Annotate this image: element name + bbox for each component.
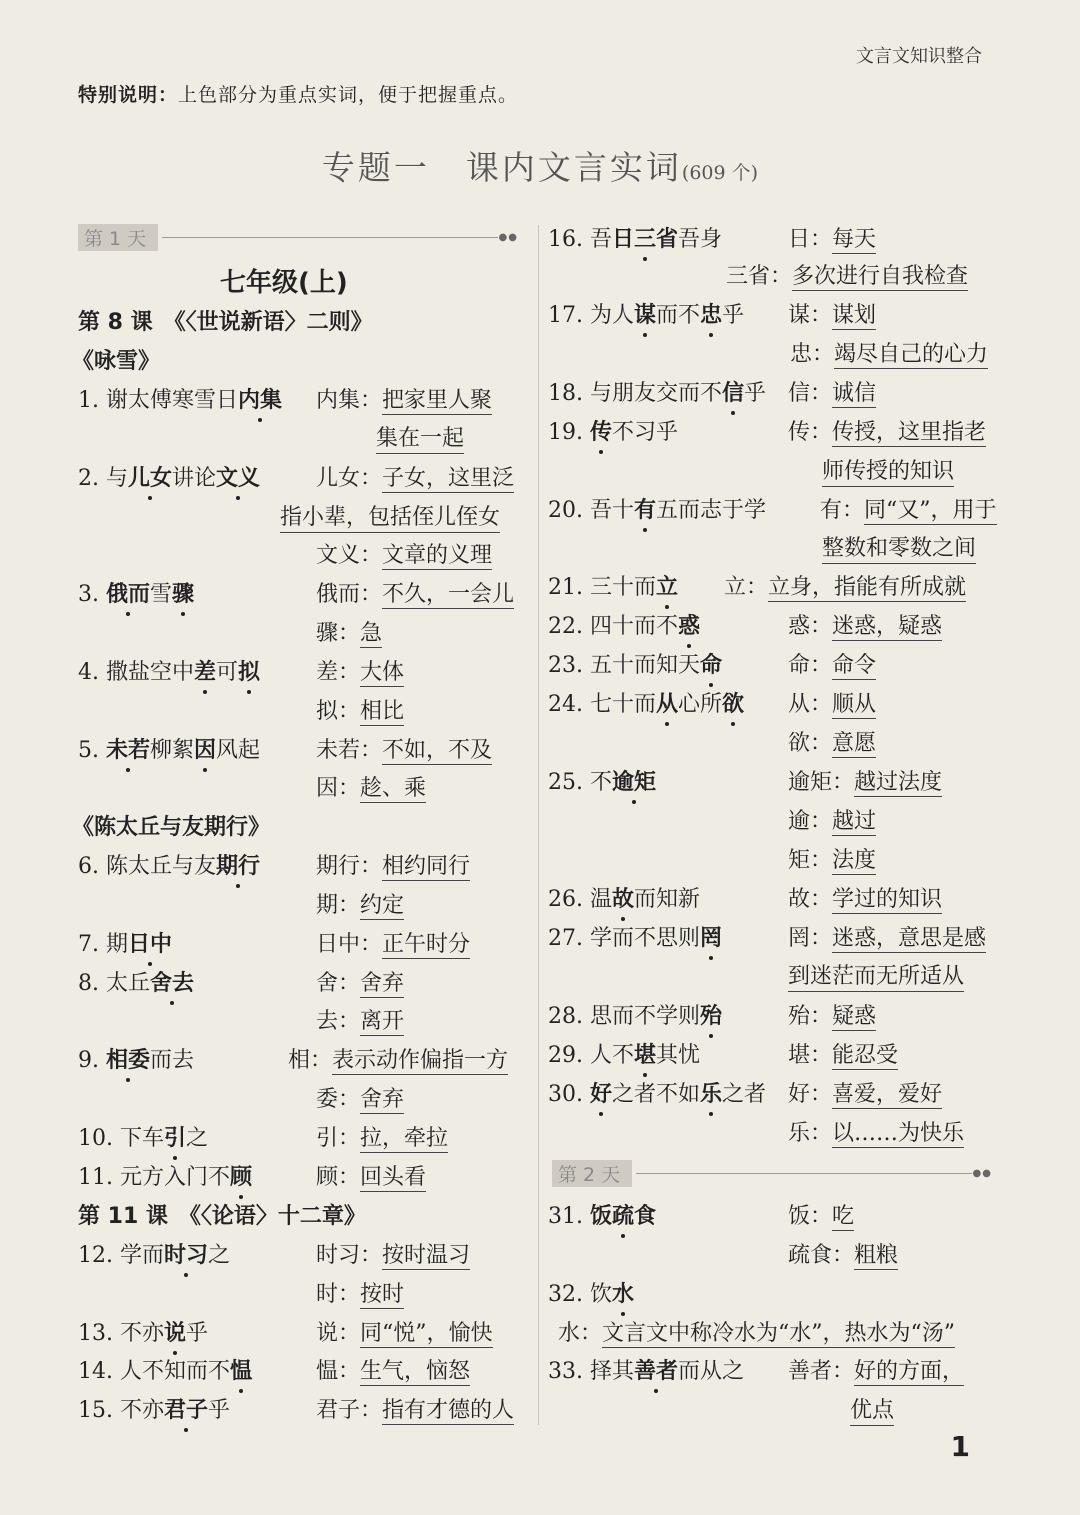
- definition: 惑：迷惑，疑惑: [788, 614, 943, 639]
- definition-cont: 指小辈，包括侄儿侄女: [280, 500, 500, 533]
- definition: 愠：生气，恼怒: [316, 1359, 471, 1384]
- definition: 俄而：不久，一会儿: [316, 582, 515, 607]
- definition: 好：喜爱，爱好: [788, 1082, 943, 1107]
- definition: 堪：能忍受: [788, 1043, 899, 1068]
- definition-cont: 优点: [850, 1393, 894, 1426]
- entry-26: 26. 温故而知新: [548, 887, 701, 912]
- definition: 引：拉，牵拉: [316, 1126, 449, 1151]
- entry-16: 16. 吾日三省吾身: [548, 227, 723, 252]
- entry-12: 12. 学而时习之: [78, 1243, 231, 1268]
- definition: 乐：以……为快乐: [788, 1121, 965, 1146]
- definition: 文义：文章的义理: [316, 543, 493, 568]
- page-title: 专题一 课内文言实词(609 个): [321, 148, 759, 187]
- definition: 日中：正午时分: [316, 932, 471, 957]
- definition-cont: 到迷茫而无所适从: [788, 959, 964, 992]
- definition: 殆：疑惑: [788, 1004, 877, 1029]
- entry-14: 14. 人不知而不愠: [78, 1359, 253, 1384]
- poem-title-1: 《咏雪》: [72, 349, 161, 374]
- definition: 疏食：粗粮: [788, 1243, 899, 1268]
- definition: 儿女：子女，这里泛: [316, 466, 515, 491]
- entry-3: 3. 俄而雪骤: [78, 582, 195, 607]
- definition: 相：表示动作偏指一方: [288, 1048, 509, 1073]
- definition: 顾：回头看: [316, 1165, 427, 1190]
- lesson-8-heading: 第 8 课 《〈世说新语〉二则》: [78, 310, 373, 335]
- definition: 时：按时: [316, 1282, 405, 1307]
- definition: 命：命令: [788, 653, 877, 678]
- page-number: 1: [950, 1430, 970, 1463]
- lesson-11-heading: 第 11 课 《〈论语〉十二章》: [78, 1204, 366, 1229]
- entry-32: 32. 饮水: [548, 1282, 635, 1307]
- definition: 水：文言文中称冷水为“水”，热水为“汤”: [558, 1321, 956, 1346]
- entry-28: 28. 思而不学则殆: [548, 1004, 723, 1029]
- entry-23: 23. 五十而知天命: [548, 653, 723, 678]
- entry-21: 21. 三十而立: [548, 575, 679, 600]
- entry-8: 8. 太丘舍去: [78, 971, 195, 996]
- definition-cont: 整数和零数之间: [822, 531, 976, 564]
- entry-4: 4. 撒盐空中差可拟: [78, 660, 261, 685]
- definition: 期：约定: [316, 893, 405, 918]
- definition-cont: 集在一起: [376, 421, 464, 454]
- entry-18: 18. 与朋友交而不信乎: [548, 381, 767, 406]
- definition: 骤：急: [316, 621, 383, 646]
- definition: 信：诚信: [788, 381, 877, 406]
- entry-33: 33. 择其善者而从之: [548, 1359, 745, 1384]
- definition: 逾矩：越过法度: [788, 770, 943, 795]
- entry-27: 27. 学而不思则罔: [548, 926, 723, 951]
- entry-25: 25. 不逾矩: [548, 770, 657, 795]
- definition: 矩：法度: [788, 848, 877, 873]
- definition: 君子：指有才德的人: [316, 1398, 515, 1423]
- definition: 舍：舍弃: [316, 971, 405, 996]
- entry-22: 22. 四十而不惑: [548, 614, 701, 639]
- entry-11: 11. 元方入门不顾: [78, 1165, 253, 1190]
- definition: 日：每天: [788, 227, 877, 252]
- entry-19: 19. 传不习乎: [548, 420, 679, 445]
- definition: 时习：按时温习: [316, 1243, 471, 1268]
- definition: 逾：越过: [788, 809, 877, 834]
- definition: 罔：迷惑，意思是感: [788, 926, 987, 951]
- day-2-banner: 第2天 ●●: [552, 1160, 992, 1186]
- entry-5: 5. 未若柳絮因风起: [78, 738, 261, 763]
- entry-29: 29. 人不堪其忧: [548, 1043, 701, 1068]
- definition-cont: 师传授的知识: [822, 454, 954, 487]
- entry-20: 20. 吾十有五而志于学: [548, 498, 767, 523]
- definition: 说：同“悦”，愉快: [316, 1321, 493, 1346]
- entry-13: 13. 不亦说乎: [78, 1321, 209, 1346]
- definition: 谋：谋划: [788, 303, 877, 328]
- column-divider: [538, 225, 539, 1425]
- entry-2: 2. 与儿女讲论文义: [78, 466, 261, 491]
- definition: 从：顺从: [788, 692, 877, 717]
- definition: 故：学过的知识: [788, 887, 943, 912]
- definition: 善者：好的方面，: [788, 1359, 965, 1384]
- running-header: 文言文知识整合: [856, 46, 982, 67]
- definition: 去：离开: [316, 1009, 405, 1034]
- definition: 有：同“又”，用于: [820, 498, 997, 523]
- definition: 拟：相比: [316, 699, 405, 724]
- entry-10: 10. 下车引之: [78, 1126, 209, 1151]
- definition: 忠：竭尽自己的心力: [790, 342, 989, 367]
- definition: 差：大体: [316, 660, 405, 685]
- entry-7: 7. 期日中: [78, 932, 173, 957]
- definition: 立：立身，指能有所成就: [724, 575, 967, 600]
- definition: 饭：吃: [788, 1204, 855, 1229]
- day-1-banner: 第1天 ●●: [78, 224, 518, 250]
- definition: 欲：意愿: [788, 731, 877, 756]
- special-note: 特别说明：上色部分为重点实词，便于把握重点。: [78, 84, 519, 106]
- grade-heading: 七年级(上): [220, 268, 348, 298]
- definition: 因：趁、乘: [316, 776, 427, 801]
- entry-1: 1. 谢太傅寒雪日内集: [78, 388, 283, 413]
- definition: 期行：相约同行: [316, 854, 471, 879]
- definition: 传：传授，这里指老: [788, 420, 987, 445]
- definition: 内集：把家里人聚: [316, 388, 493, 413]
- entry-17: 17. 为人谋而不忠乎: [548, 303, 745, 328]
- entry-9: 9. 相委而去: [78, 1048, 195, 1073]
- entry-24: 24. 七十而从心所欲: [548, 692, 745, 717]
- entry-31: 31. 饭疏食: [548, 1204, 657, 1229]
- definition: 未若：不如，不及: [316, 738, 493, 763]
- entry-30: 30. 好之者不如乐之者: [548, 1082, 767, 1107]
- definition: 委：舍弃: [316, 1087, 405, 1112]
- entry-6: 6. 陈太丘与友期行: [78, 854, 261, 879]
- poem-title-2: 《陈太丘与友期行》: [72, 815, 271, 840]
- entry-15: 15. 不亦君子乎: [78, 1398, 231, 1423]
- definition: 三省：多次进行自我检查: [726, 264, 969, 289]
